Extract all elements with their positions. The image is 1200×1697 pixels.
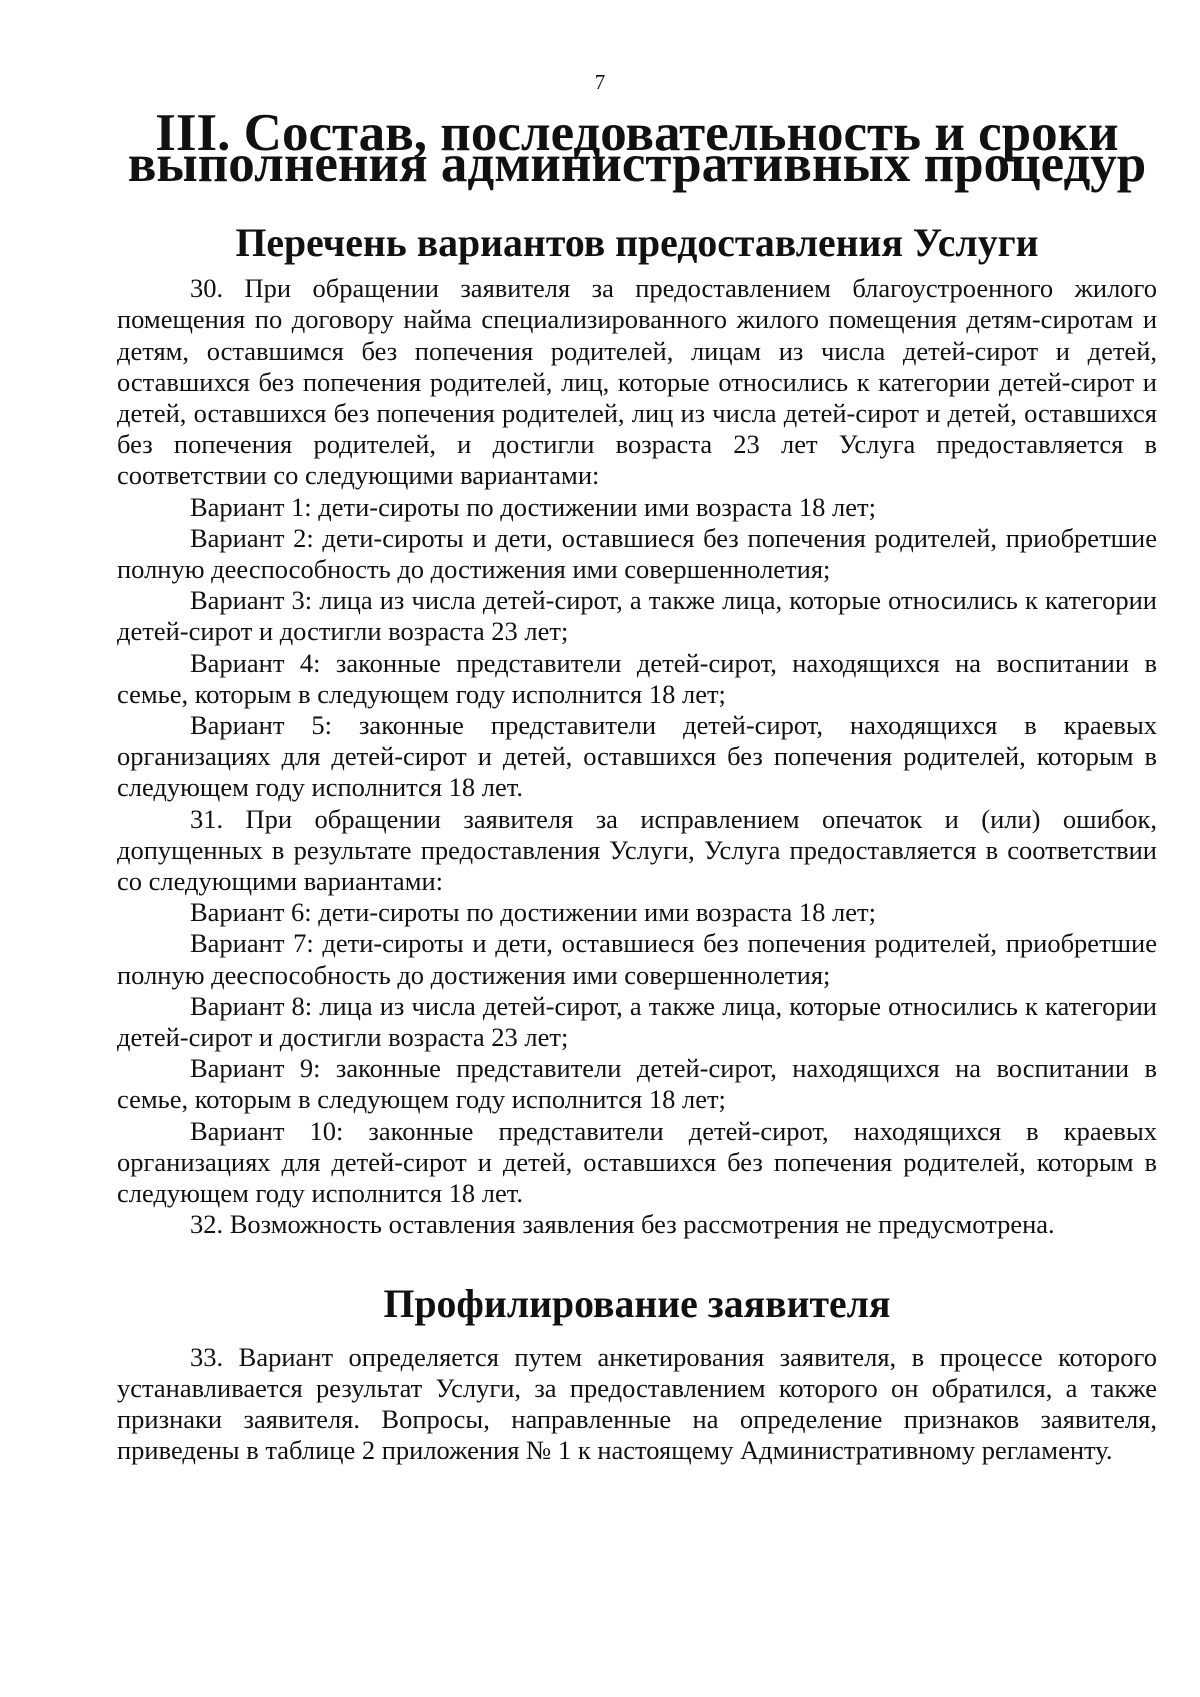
variant-8: Вариант 8: лица из числа детей-сирот, а также лица, которые относились к категории детей-сирот и достигли возраста 23 лет; <box>117 990 1157 1053</box>
paragraph-31: 31. При обращении заявителя за исправлением опечаток и (или) ошибок, допущенных в результате предоставления Услуги, Услуга предоставляется в соответствии со следующими вариантами: <box>117 803 1157 897</box>
paragraph-32: 32. Возможность оставления заявления без рассмотрения не предусмотрена. <box>190 1209 1055 1240</box>
variants-section <box>117 273 1157 1240</box>
page-number: 7 <box>594 70 606 94</box>
document-body <box>117 104 1157 1467</box>
paragraph-30: 30. При обращении заявителя за предоставлением благоустроенного жилого помещения по договору найма специализированного жилого помещения детям-сиротам и детям, оставшимся без попечения родителей, лицам из числа детей-сирот и детей, оставшихся без попечения родителей, лиц, которые относились к категории детей-сирот и детей, оставшихся без попечения родителей, лиц из числа детей-сирот и детей, оставшихся без попечения родителей, и достигли возраста 23 лет Услуга предоставляется в соответствии со следующими вариантами: <box>117 273 1157 491</box>
variant-5: Вариант 5: законные представители детей-сирот, находящихся в краевых организациях для детей-сирот и детей, оставшихся без попечения родителей, которым в следующем году исполнится 18 лет. <box>117 710 1157 803</box>
subheading-variants: Перечень вариантов предоставления Услуги <box>235 221 1039 265</box>
variant-9: Вариант 9: законные представители детей-сирот, находящихся на воспитании в семье, которым в следующем году исполнится 18 лет; <box>117 1053 1157 1115</box>
variant-3: Вариант 3: лица из числа детей-сирот, а также лица, которые относились к категории детей-сирот и достигли возраста 23 лет; <box>117 585 1157 647</box>
variant-4: Вариант 4: законные представители детей-сирот, находящихся на воспитании в семье, которым в следующем году исполнится 18 лет; <box>117 647 1157 709</box>
subheading-profiling: Профилирование заявителя <box>383 1281 891 1326</box>
section-heading: III. Состав, последовательность и сроки выполнения административных процедур <box>127 104 1147 193</box>
variant-2: Вариант 2: дети-сироты и дети, оставшиеся без попечения родителей, приобретшие полную дееспособность до достижения ими совершеннолетия; <box>117 522 1157 585</box>
variant-6: Вариант 6: дети-сироты по достижении ими возраста 18 лет; <box>190 897 876 928</box>
variant-10: Вариант 10: законные представители детей-сирот, находящихся в краевых организациях для детей-сирот и детей, оставшихся без попечения родителей, которым в следующем году исполнится 18 лет. <box>117 1115 1157 1209</box>
variant-1: Вариант 1: дети-сироты по достижении ими возраста 18 лет; <box>190 491 876 522</box>
paragraph-33: 33. Вариант определяется путем анкетирования заявителя, в процессе которого устанавливается результат Услуги, за предоставлением которого он обратился, а также признаки заявителя. Вопросы, направленные на определение признаков заявителя, приведены в таблице 2 приложения № 1 к настоящему Административному регламенту. <box>117 1341 1157 1466</box>
variant-7: Вариант 7: дети-сироты и дети, оставшиеся без попечения родителей, приобретшие полную дееспособность до достижения ими совершеннолетия; <box>117 928 1157 990</box>
profiling-section <box>117 1342 1157 1467</box>
